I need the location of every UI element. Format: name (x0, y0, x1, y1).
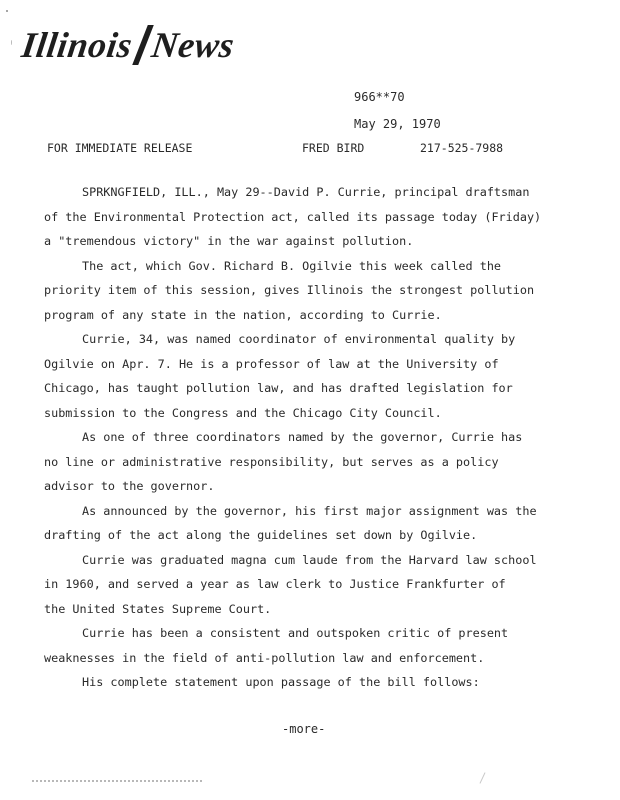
contact-name: FRED BIRD (302, 141, 365, 155)
scan-speck (11, 40, 12, 45)
reference-number: 966**70 (354, 90, 405, 104)
masthead-logo (18, 20, 237, 70)
body-line: Currie has been a consistent and outspoken critic of present (82, 626, 509, 640)
body-line: of the Environmental Protection act, called its passage today (Friday) (44, 209, 542, 224)
body-line: the United States Supreme Court. (44, 601, 272, 616)
scan-speck (6, 10, 8, 12)
body-line: His complete statement upon passage of the bill follows: (82, 675, 480, 689)
body-line: in 1960, and served a year as law clerk to Justice Frankfurter of (44, 577, 506, 591)
masthead-right: News (149, 25, 237, 65)
body-line: As announced by the governor, his first major assignment was the (82, 503, 537, 518)
body-line: no line or administrative responsibility, but serves as a policy (44, 454, 499, 469)
masthead-left: Illinois (19, 25, 135, 65)
body-line: advisor to the governor. (44, 479, 215, 493)
contact-phone: 217-525-7988 (420, 141, 504, 155)
press-release-body (44, 180, 614, 695)
body-line: submission to the Congress and the Chicago City Council. (44, 405, 442, 420)
release-label: FOR IMMEDIATE RELEASE (47, 141, 193, 155)
body-line: program of any state in the nation, according to Currie. (44, 307, 442, 322)
more-marker: -more- (282, 722, 326, 736)
body-line: priority item of this session, gives Illinois the strongest pollution (44, 283, 535, 297)
body-line: a "tremendous victory" in the war against pollution. (44, 234, 414, 248)
body-line: SPRKNGFIELD, ILL., May 29--David P. Currie, principal draftsman (82, 185, 530, 199)
release-date: May 29, 1970 (354, 117, 441, 131)
body-line: weaknesses in the field of anti-pollution law and enforcement. (44, 650, 485, 665)
body-line: Chicago, has taught pollution law, and has drafted legislation for (44, 381, 513, 395)
footer-ghost-text (32, 780, 202, 786)
body-line: The act, which Gov. Richard B. Ogilvie this week called the (82, 258, 502, 273)
body-line: Currie was graduated magna cum laude from the Harvard law school (82, 552, 537, 567)
body-line: Ogilvie on Apr. 7. He is a professor of law at the University of (44, 356, 499, 371)
scan-mark (480, 772, 486, 783)
body-line: As one of three coordinators named by the governor, Currie has (82, 430, 523, 444)
body-line: drafting of the act along the guidelines set down by Ogilvie. (44, 528, 478, 542)
body-line: Currie, 34, was named coordinator of environmental quality by (82, 332, 516, 346)
